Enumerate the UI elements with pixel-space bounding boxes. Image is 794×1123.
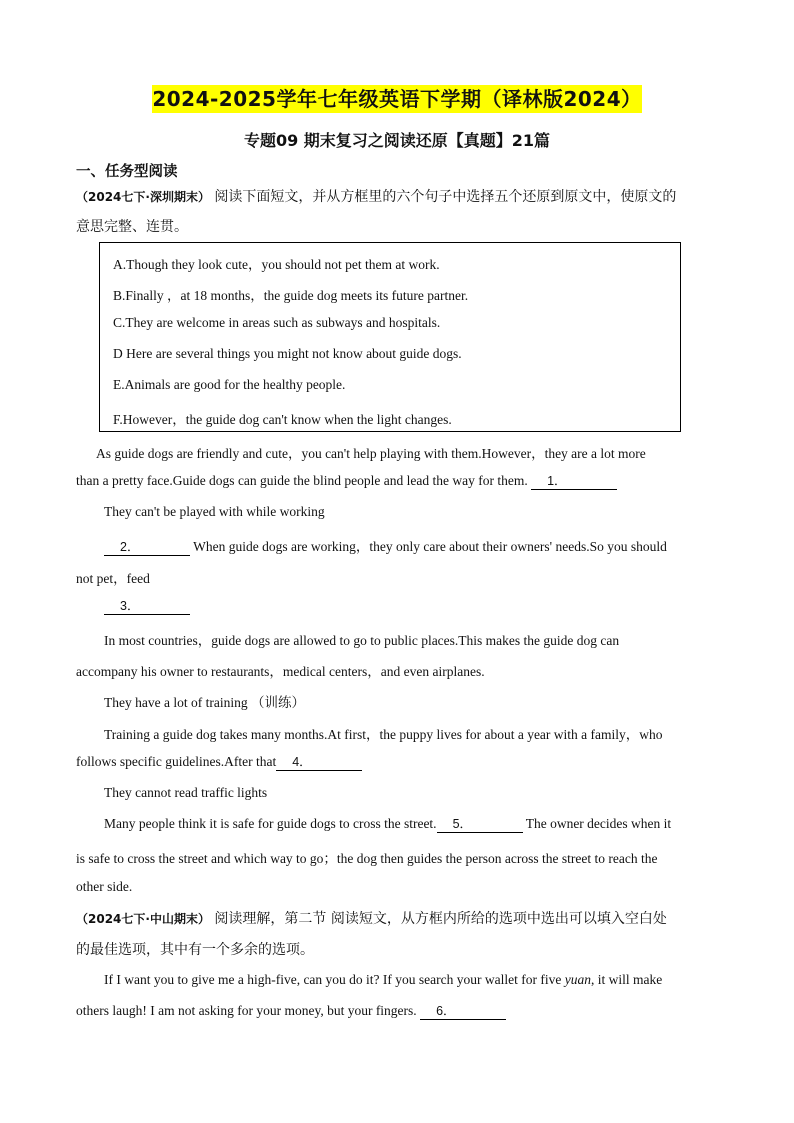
document-title: 2024-2025学年七年级英语下学期（译林版2024） [152,87,642,111]
passage1-instruction-line2: 意思完整、连贯。 [76,219,188,235]
option-a: A.Though they look cute，you should not pet them at work. [113,257,440,272]
passage-line: than a pretty face.Guide dogs can guide the blind people and lead the way for them. 1． [76,473,617,490]
passage1-instruction-line1: （2024七下·深圳期末） 阅读下面短文，并从方框里的六个句子中选择五个还原到原文中，使原文的 [76,189,677,205]
passage-line: As guide dogs are friendly and cute，you can't help playing with them.However，they are a lot more [96,446,646,461]
document-subtitle: 专题09 期末复习之阅读还原【真题】21篇 [243,131,551,150]
section-heading: 一、任务型阅读 [76,164,178,180]
source-tag-1: （2024七下·深圳期末） [76,190,210,204]
passage-line: Many people think it is safe for guide dogs to cross the street. 5． The owner decides when it [104,816,672,831]
option-d: D Here are several things you might not know about guide dogs. [113,346,462,361]
passage-line: other side. [76,879,133,894]
passage-line: 2． When guide dogs are working，they only care about their owners' needs.So you should [104,535,667,556]
blank-2[interactable]: 2． [104,540,190,556]
passage-line: They cannot read traffic lights [104,785,268,800]
passage-line: accompany his owner to restaurants，medical centers，and even airplanes. [76,664,485,679]
passage-line: If I want you to give me a high-five, can you do it? If you search your wallet for five yuan, it will make [104,972,663,987]
passage-line: They have a lot of training （训练） [104,695,305,710]
option-c: C.They are welcome in areas such as subways and hospitals. [113,315,441,330]
passage-line: is safe to cross the street and which way to go；the dog then guides the person across the street to reach the [76,851,658,866]
passage-line [104,598,190,615]
blank-3[interactable]: 3． [104,599,190,615]
passage-line: others laugh! I am not asking for your money, but your fingers. 6． [76,1003,506,1020]
passage-line: follows specific guidelines.After that 4． [76,754,362,771]
blank-4[interactable]: 4． [276,755,362,771]
blank-5[interactable]: 5． [437,817,523,833]
passage-line: Training a guide dog takes many months.At first，the puppy lives for about a year with a family，who [104,727,663,742]
option-b: B.Finally ，at 18 months，the guide dog meets its future partner. [113,288,469,303]
blank-1[interactable]: 1． [531,474,617,490]
passage-line: In most countries，guide dogs are allowed to go to public places.This makes the guide dog can [104,633,620,648]
option-e: E.Animals are good for the healthy people. [113,377,346,392]
passage2-instruction-line1: （2024七下·中山期末） 阅读理解，第二节 阅读短文，从方框内所给的选项中选出可以填入空白处 [76,911,667,927]
passage2-instruction-line2: 的最佳选项，其中有一个多余的选项。 [76,942,314,958]
passage-line: not pet，feed [76,571,150,586]
option-f: F.However，the guide dog can't know when the light changes. [113,412,452,427]
blank-6[interactable]: 6． [420,1004,506,1020]
source-tag-2: （2024七下·中山期末） [76,912,210,926]
passage-line: They can't be played with while working [104,504,325,519]
